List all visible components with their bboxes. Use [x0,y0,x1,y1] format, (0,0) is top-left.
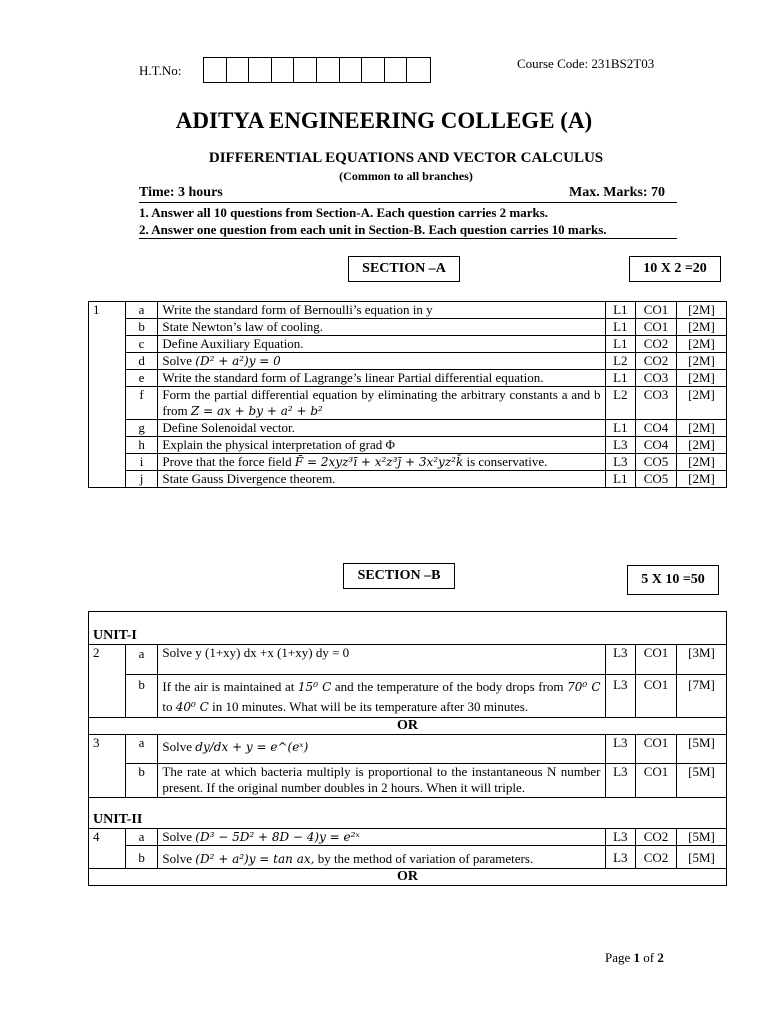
table-row [89,302,727,319]
co: CO1 [636,302,677,319]
sub-label: g [125,420,158,437]
table-row [89,612,727,645]
marks: [5M] [676,735,726,764]
marks: [3M] [676,645,726,675]
question-text: Write the standard form of Bernoulli’s equation in y [158,302,605,319]
marks: [2M] [676,336,726,353]
htno-boxes [203,57,431,83]
co: CO2 [636,336,677,353]
co: CO1 [636,735,677,764]
co: CO3 [636,370,677,387]
question-text-part: by the method of variation of parameters. [317,851,534,866]
marks: [7M] [676,675,726,718]
section-b-marks: 5 X 10 =50 [627,565,719,595]
question-text-part: and the temperature of the body drops from [334,679,564,694]
question-text-part: Solve [162,739,193,754]
level: L1 [605,336,636,353]
table-row [89,437,727,454]
math-expression: (D² + a²)y = 0 [195,354,281,368]
question-number: 2 [89,645,126,718]
table-row [89,353,727,370]
instruction-2: 2. Answer one question from each unit in Section-B. Each question carries 10 marks. [139,222,607,237]
question-text: The rate at which bacteria multiply is proportional to the instantaneous N number present. If the original number doubles in 2 hours. When it will triple. [158,764,605,798]
question-text [158,846,605,869]
math-expression: 40⁰ C [175,700,209,714]
question-text: State Newton’s law of cooling. [158,319,605,336]
marks: [2M] [676,471,726,488]
level: L1 [605,319,636,336]
marks: [2M] [676,370,726,387]
table-row [89,829,727,846]
unit-heading: UNIT-I [89,612,727,645]
question-text [158,735,605,764]
level: L1 [605,302,636,319]
co: CO3 [636,387,677,420]
math-expression: (D² + a²)y = tan ax, [195,852,315,866]
question-text: Define Solenoidal vector. [158,420,605,437]
table-row [89,735,727,764]
marks: [2M] [676,387,726,420]
section-b-table [88,611,727,886]
question-number: 4 [89,829,126,869]
page-total: 2 [657,950,664,965]
page-of: of [643,950,655,965]
co: CO2 [636,829,677,846]
math-expression: 15⁰ C [297,680,332,694]
question-text-part: If the air is maintained at [162,679,295,694]
subject-title: DIFFERENTIAL EQUATIONS AND VECTOR CALCULUS [208,150,604,166]
common-note: (Common to all branches) [339,169,473,183]
or-separator: OR [89,869,727,886]
question-text [158,387,605,420]
sub-label: a [125,645,158,675]
table-row [89,645,727,675]
question-text [158,454,605,471]
or-separator: OR [89,718,727,735]
page-number [605,950,664,966]
co: CO1 [636,675,677,718]
math-expression: (D³ − 5D² + 8D − 4)y = e²ˣ [195,830,360,844]
level: L3 [605,735,636,764]
level: L1 [605,370,636,387]
level: L2 [605,353,636,370]
level: L3 [605,645,636,675]
co: CO5 [636,454,677,471]
marks: [2M] [676,319,726,336]
question-text-part: is conservative. [466,454,548,469]
question-text-part: Solve [162,851,193,866]
question-text-part: Prove that the force field [162,454,292,469]
level: L1 [605,420,636,437]
question-text: State Gauss Divergence theorem. [158,471,605,488]
unit-heading: UNIT-II [89,798,727,829]
exam-time: Time: 3 hours [139,185,223,200]
level: L3 [605,846,636,869]
question-text: Solve y (1+xy) dx +x (1+xy) dy = 0 [158,645,605,675]
question-text: Write the standard form of Lagrange’s linear Partial differential equation. [158,370,605,387]
marks: [5M] [676,764,726,798]
marks: [2M] [676,302,726,319]
level: L3 [605,764,636,798]
co: CO2 [636,846,677,869]
sub-label: b [125,675,158,718]
question-text [158,829,605,846]
marks: [2M] [676,420,726,437]
level: L3 [605,829,636,846]
section-b-title: SECTION –B [343,563,455,589]
table-row [89,846,727,869]
table-row [89,420,727,437]
level: L3 [605,454,636,471]
instruction-1: 1. Answer all 10 questions from Section-A. Each question carries 2 marks. [139,205,549,220]
question-number: 3 [89,735,126,798]
sub-label: i [125,454,158,471]
sub-label: b [125,319,158,336]
math-expression: dy/dx + y = e^(eˣ) [195,740,309,754]
marks: [2M] [676,353,726,370]
marks: [2M] [676,454,726,471]
level: L2 [605,387,636,420]
question-text: Explain the physical interpretation of grad Φ [158,437,605,454]
question-text-part: in 10 minutes. What will be its temperature after 30 minutes. [212,699,529,714]
question-text: Define Auxiliary Equation. [158,336,605,353]
table-row [89,336,727,353]
course-code: Course Code: 231BS2T03 [517,56,655,71]
level: L3 [605,675,636,718]
co: CO4 [636,420,677,437]
sub-label: c [125,336,158,353]
question-text-part: Solve [162,829,193,844]
section-a-table [88,301,727,488]
htno-label: H.T.No: [139,63,182,78]
math-expression: 70⁰ C [567,680,601,694]
sub-label: f [125,387,158,420]
question-text-part: Form the partial differential equation by eliminating the arbitrary constants a and b from [162,387,601,418]
marks: [5M] [676,829,726,846]
sub-label: a [125,302,158,319]
co: CO2 [636,353,677,370]
table-row [89,718,727,735]
co: CO1 [636,764,677,798]
sub-label: h [125,437,158,454]
college-name: ADITYA ENGINEERING COLLEGE (A) [175,108,593,133]
page-current: 1 [633,950,641,965]
level: L3 [605,437,636,454]
table-row [89,798,727,829]
question-text-part: to [162,699,173,714]
sub-label: b [125,846,158,869]
table-row [89,869,727,886]
max-marks: Max. Marks: 70 [569,185,666,200]
co: CO5 [636,471,677,488]
sub-label: e [125,370,158,387]
page-prefix: Page [605,950,631,965]
sub-label: a [125,829,158,846]
table-row [89,370,727,387]
divider [139,202,677,203]
instructions [139,204,607,238]
marks: [5M] [676,846,726,869]
sub-label: j [125,471,158,488]
table-row [89,387,727,420]
co: CO4 [636,437,677,454]
co: CO1 [636,319,677,336]
question-text-part: Solve [162,353,193,368]
table-row [89,764,727,798]
divider [139,238,677,239]
question-text [158,353,605,370]
question-text [158,675,605,718]
sub-label: d [125,353,158,370]
question-number: 1 [89,302,126,488]
level: L1 [605,471,636,488]
section-a-title: SECTION –A [348,256,460,282]
marks: [2M] [676,437,726,454]
sub-label: b [125,764,158,798]
table-row [89,675,727,718]
section-a-marks: 10 X 2 =20 [629,256,721,282]
math-expression: F̄ = 2xyz³ī + x²z³j̄ + 3x²yz²k̄ [294,455,464,469]
math-expression: Z = ax + by + a² + b² [190,404,323,418]
co: CO1 [636,645,677,675]
sub-label: a [125,735,158,764]
table-row [89,319,727,336]
table-row [89,454,727,471]
table-row [89,471,727,488]
